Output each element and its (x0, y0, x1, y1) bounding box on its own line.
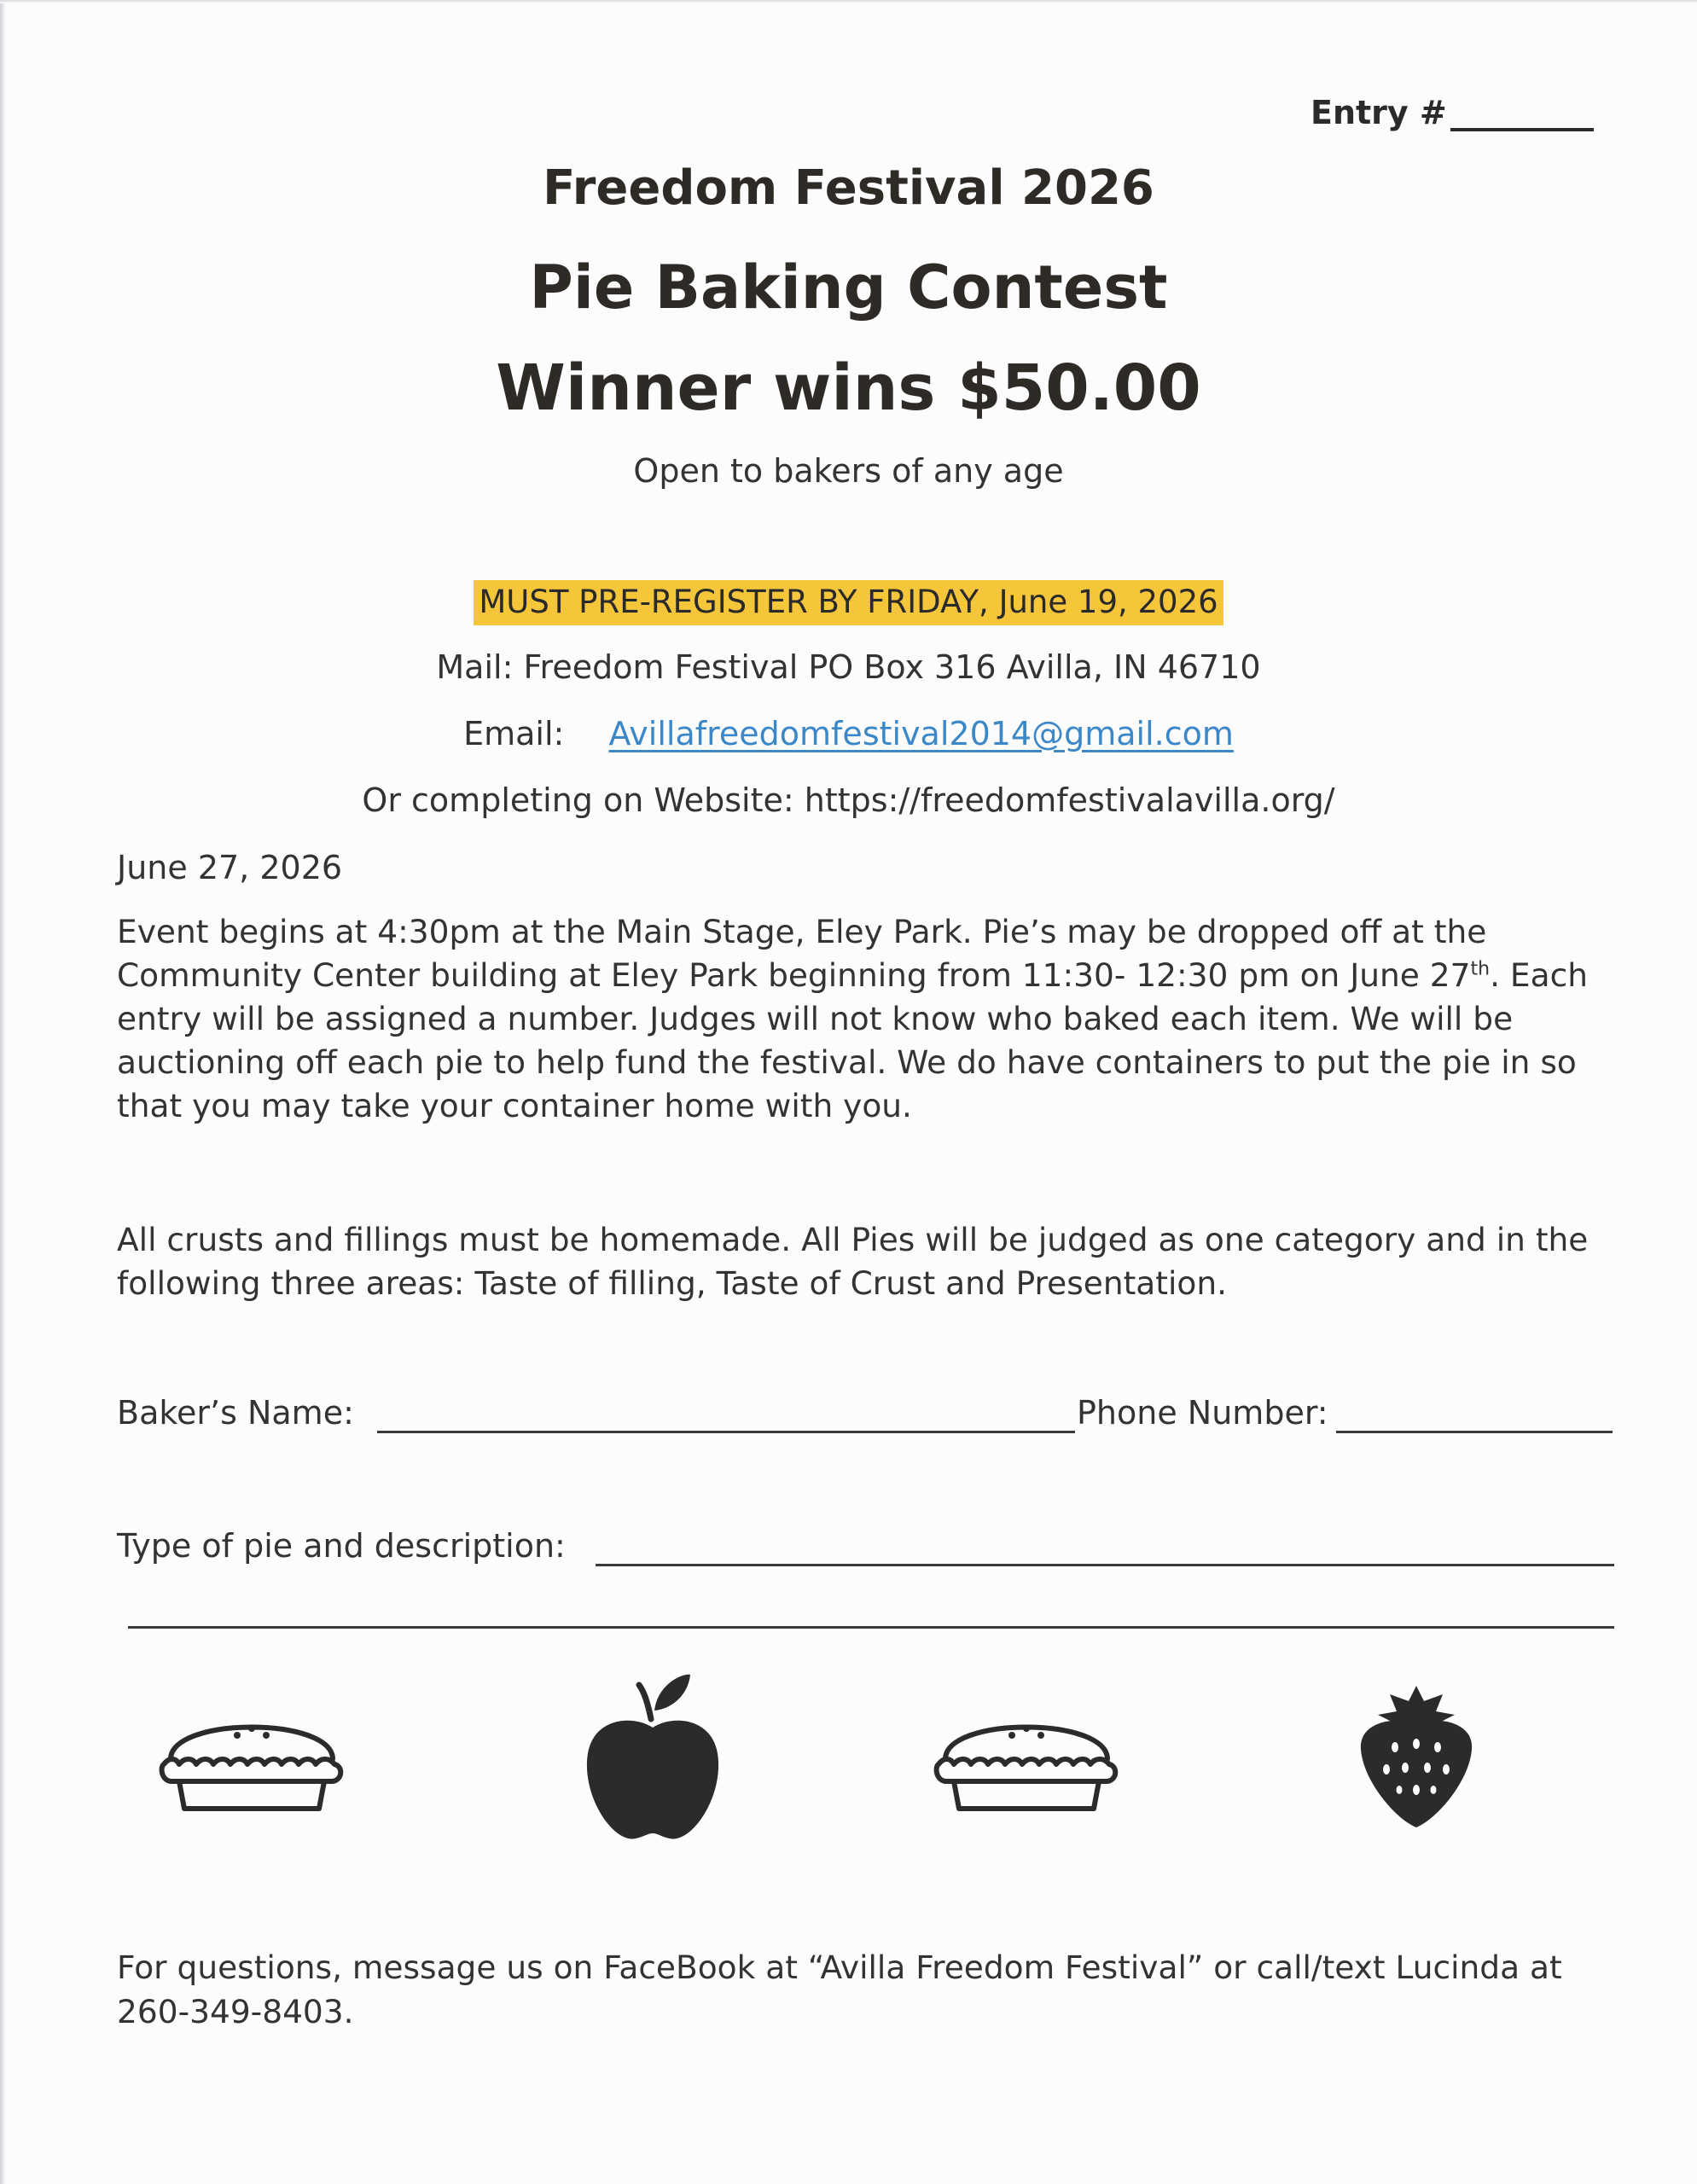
deadline-row (0, 580, 1697, 625)
event-description-text-continued: . Each entry will be assigned a number. Judges will not know who baked each item. We will be auctioning off each pie to help fund the festival. We do have containers to put the pie in so that you may take your container home with you. (117, 956, 1588, 1124)
email-label: Email: (463, 715, 565, 752)
pie-icon (928, 1698, 1125, 1817)
phone-number-label: Phone Number: (1077, 1394, 1328, 1432)
entry-number-field[interactable] (1450, 128, 1594, 131)
pie-type-field[interactable] (596, 1564, 1614, 1566)
pie-type-label: Type of pie and description: (117, 1527, 566, 1565)
deadline-highlight: MUST PRE-REGISTER BY FRIDAY, June 19, 2026 (474, 580, 1223, 625)
mail-address: Mail: Freedom Festival PO Box 316 Avilla, IN 46710 (436, 648, 1261, 686)
contest-title: Pie Baking Contest (529, 253, 1168, 322)
baker-name-field[interactable] (377, 1431, 1075, 1433)
website-row: Or completing on Website: https://freedomfestivalavilla.org/ (362, 781, 1335, 819)
event-description (117, 910, 1619, 1128)
page-edge (0, 0, 5, 2184)
entry-number-label: Entry # (1311, 94, 1447, 131)
email-row (0, 715, 1697, 752)
contact-footer: For questions, message us on FaceBook at “Avilla Freedom Festival” or call/text Lucinda at 260-349-8403. (117, 1949, 1562, 2030)
event-date: June 27, 2026 (117, 849, 343, 886)
apple-icon (576, 1668, 729, 1847)
eligibility-subtitle: Open to bakers of any age (633, 452, 1064, 490)
pie-description-line[interactable] (128, 1626, 1614, 1629)
baker-name-label: Baker’s Name: (117, 1394, 354, 1432)
judging-rules: All crusts and fillings must be homemade. All Pies will be judged as one category and in the following three areas: Taste of filling, Taste of Crust and Presentation. (117, 1221, 1589, 1302)
pie-icon (154, 1698, 350, 1817)
phone-number-field[interactable] (1336, 1431, 1613, 1433)
email-link[interactable]: Avillafreedomfestival2014@gmail.com (608, 715, 1234, 752)
prize-title: Winner wins $50.00 (496, 351, 1201, 425)
festival-title: Freedom Festival 2026 (543, 160, 1154, 216)
page-edge-top (0, 0, 1697, 3)
ordinal-suffix: th (1470, 958, 1491, 980)
event-description-text: Event begins at 4:30pm at the Main Stage, Eley Park. Pie’s may be dropped off at the Community Center building at Eley Park beginning from 11:30- 12:30 pm on June 27 (117, 913, 1487, 994)
strawberry-icon (1352, 1679, 1480, 1833)
